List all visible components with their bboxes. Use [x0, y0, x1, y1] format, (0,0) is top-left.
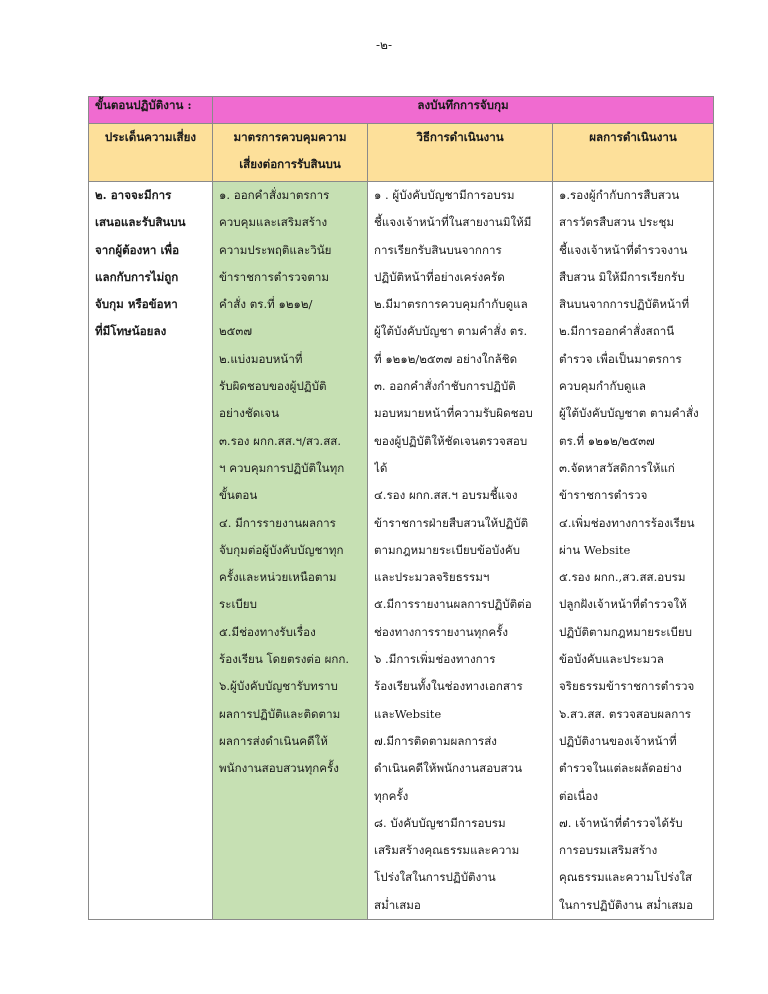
column-header-row	[89, 124, 714, 182]
page-number: -๒-	[375, 38, 393, 52]
cell-line: ปฏิบัติงานของเจ้าหน้าที่	[559, 733, 677, 748]
cell-line: ๕.มีการรายงานผลการปฏิบัติต่อ	[374, 597, 532, 612]
cell-line: แลกกับการไม่ถูก	[95, 269, 179, 284]
cell-line: ที่มีโทษน้อยลง	[95, 324, 167, 339]
header-control-measures	[213, 124, 368, 182]
cell-line: ๔.รอง ผกก.สส.ฯ อบรมชี้แจง	[374, 488, 518, 503]
cell-line: คุณธรรมและความโปร่งใส	[559, 870, 693, 885]
methods-cell	[368, 182, 553, 920]
cell-line: ๗.มีการติดตามผลการส่ง	[374, 733, 497, 748]
cell-line: ๒.มีการออกคำสั่งสถานี	[559, 324, 675, 339]
cell-line: ๖ .มีการเพิ่มช่องทางการ	[374, 652, 496, 667]
cell-line: ข้าราชการฝ่ายสืบสวนให้ปฏิบัติ	[374, 515, 529, 530]
cell-line: ผู้ใต้บังคับบัญชาต ตามคำสั่ง	[559, 406, 699, 421]
cell-line: ระเบียบ	[219, 597, 257, 612]
cell-line: ๗. เจ้าหน้าที่ตำรวจได้รับ	[559, 815, 683, 830]
cell-line: สืบสวน มิให้มีการเรียกรับ	[559, 269, 685, 284]
cell-line: ข้าราชการตำรวจ	[559, 488, 648, 503]
header-measures-line: มาตรการควบคุมความ	[233, 130, 347, 144]
cell-line: ตามกฎหมายระเบียบข้อบังคับ	[374, 542, 521, 557]
cell-line: จริยธรรมข้าราชการตำรวจ	[559, 679, 695, 694]
cell-line: ผ่าน Website	[559, 542, 631, 557]
cell-line: ผู้ใต้บังคับบัญชา ตามคำสั่ง ตร.	[374, 324, 528, 339]
stage-label: ขั้นตอนปฏิบัติงาน :	[89, 97, 213, 124]
cell-line: สารวัตรสืบสวน ประชุม	[559, 215, 675, 230]
stage-header-row	[89, 97, 714, 124]
cell-line: ควบคุมและเสริมสร้าง	[219, 215, 328, 230]
cell-line: โปร่งใสในการปฏิบัติงาน	[374, 870, 496, 885]
cell-line: ผลการส่งดำเนินคดีให้	[219, 733, 328, 748]
cell-line: ๑ . ผู้บังคับบัญชามีการอบรม	[374, 188, 515, 202]
cell-line: สินบนจากการปฏิบัติหน้าที่	[559, 297, 690, 312]
cell-line: สม่ำเสมอ	[374, 897, 421, 912]
risk-issue-cell	[89, 182, 213, 920]
cell-line: ๓. ออกคำสั่งกำชับการปฏิบัติ	[374, 379, 516, 394]
cell-line: ร้องเรียนทั้งในช่องทางเอกสาร	[374, 679, 523, 694]
cell-line: อย่างชัดเจน	[219, 406, 280, 421]
cell-line: ตำรวจ เพื่อเป็นมาตรการ	[559, 351, 682, 366]
control-measures-cell	[213, 182, 368, 920]
cell-line: ได้	[374, 460, 388, 475]
risk-control-table	[88, 96, 714, 920]
cell-line: ๒. อาจจะมีการ	[95, 188, 172, 202]
cell-line: จับกุมต่อผู้บังคับบัญชาทุก	[219, 542, 344, 557]
cell-line: พนักงานสอบสวนทุกครั้ง	[219, 761, 339, 776]
cell-line: ตร.ที่ ๑๒๑๒/๒๕๓๗	[559, 433, 655, 448]
cell-line: ๑. ออกคำสั่งมาตรการ	[219, 188, 330, 202]
cell-line: ชี้แจงเจ้าหน้าที่ในสายงานมิให้มี	[374, 215, 532, 230]
cell-line: ๒.มีมาตรการควบคุมกำกับดูแล	[374, 297, 528, 312]
cell-line: ที่ ๑๒๑๒/๒๕๓๗ อย่างใกล้ชิด	[374, 351, 518, 366]
cell-line: และWebsite	[374, 706, 442, 721]
cell-line: ในการปฏิบัติงาน สม่ำเสมอ	[559, 897, 694, 912]
cell-line: ๕.รอง ผกก.,สว.สส.อบรม	[559, 570, 686, 585]
cell-line: ๖.ผู้บังคับบัญชารับทราบ	[219, 679, 338, 694]
cell-line: ครั้งและหน่วยเหนือตาม	[219, 570, 337, 585]
cell-line: ช่องทางการรายงานทุกครั้ง	[374, 624, 508, 639]
cell-line: ๒.แบ่งมอบหน้าที่	[219, 351, 303, 366]
cell-line: ฯ ควบคุมการปฏิบัติในทุก	[219, 460, 345, 475]
cell-line: ปฏิบัติหน้าที่อย่างเคร่งครัด	[374, 269, 505, 284]
cell-line: ความประพฤติและวินัย	[219, 242, 332, 257]
cell-line: ๕.มีช่องทางรับเรื่อง	[219, 624, 316, 639]
cell-line: ชี้แจงเจ้าหน้าที่ตำรวจงาน	[559, 242, 688, 257]
cell-line: ทุกครั้ง	[374, 788, 409, 803]
cell-line: ๔. มีการรายงานผลการ	[219, 515, 336, 530]
cell-line: ข้าราชการตำรวจตาม	[219, 269, 330, 284]
header-methods: วิธีการดำเนินงาน	[368, 124, 553, 182]
cell-line: ดำเนินคดีให้พนักงานสอบสวน	[374, 761, 523, 776]
cell-line: จากผู้ต้องหา เพื่อ	[95, 242, 180, 257]
cell-line: เสริมสร้างคุณธรรมและความ	[374, 843, 520, 858]
header-risk-issue: ประเด็นความเสี่ยง	[89, 124, 213, 182]
cell-line: ขั้นตอน	[219, 488, 258, 503]
cell-line: คำสั่ง ตร.ที่ ๑๒๑๒/	[219, 297, 313, 312]
cell-line: ควบคุมกำกับดูแล	[559, 379, 647, 394]
header-measures-line: เสี่ยงต่อการรับสินบน	[239, 157, 341, 172]
cell-line: ๔.เพิ่มช่องทางการร้องเรียน	[559, 515, 695, 530]
cell-line: ๖.สว.สส. ตรวจสอบผลการ	[559, 706, 691, 721]
cell-line: เสนอและรับสินบน	[95, 215, 186, 230]
cell-line: การอบรมเสริมสร้าง	[559, 843, 658, 858]
cell-line: ต่อเนื่อง	[559, 788, 599, 803]
cell-line: ๑.รองผู้กำกับการสืบสวน	[559, 188, 680, 202]
cell-line: ผลการปฏิบัติและติดตาม	[219, 706, 341, 721]
cell-line: ๘. บังคับบัญชามีการอบรม	[374, 815, 506, 830]
cell-line: ข้อบังคับและประมวล	[559, 652, 664, 667]
cell-line: ปลูกฝังเจ้าหน้าที่ตำรวจให้	[559, 597, 687, 612]
cell-line: มอบหมายหน้าที่ความรับผิดชอบ	[374, 406, 533, 421]
cell-line: ปฏิบัติตามกฎหมายระเบียบ	[559, 624, 693, 639]
cell-line: ตำรวจในแต่ละผลัดอย่าง	[559, 761, 682, 776]
results-cell	[553, 182, 714, 920]
stage-value: ลงบันทึกการจับกุม	[213, 97, 714, 124]
cell-line: ๓.รอง ผกก.สส.ฯ/สว.สส.	[219, 433, 342, 448]
header-results: ผลการดำเนินงาน	[553, 124, 714, 182]
cell-line: จับกุม หรือข้อหา	[95, 297, 178, 312]
cell-line: ร้องเรียน โดยตรงต่อ ผกก.	[219, 652, 350, 667]
cell-line: ๒๕๓๗	[219, 324, 253, 339]
cell-line: ๓.จัดหาสวัสดิการให้แก่	[559, 460, 675, 475]
cell-line: การเรียกรับสินบนจากการ	[374, 242, 502, 257]
cell-line: รับผิดชอบของผู้ปฏิบัติ	[219, 379, 327, 394]
cell-line: และประมวลจริยธรรมฯ	[374, 570, 490, 585]
cell-line: ของผู้ปฏิบัติให้ชัดเจนตรวจสอบ	[374, 433, 528, 448]
table-row	[89, 182, 714, 920]
